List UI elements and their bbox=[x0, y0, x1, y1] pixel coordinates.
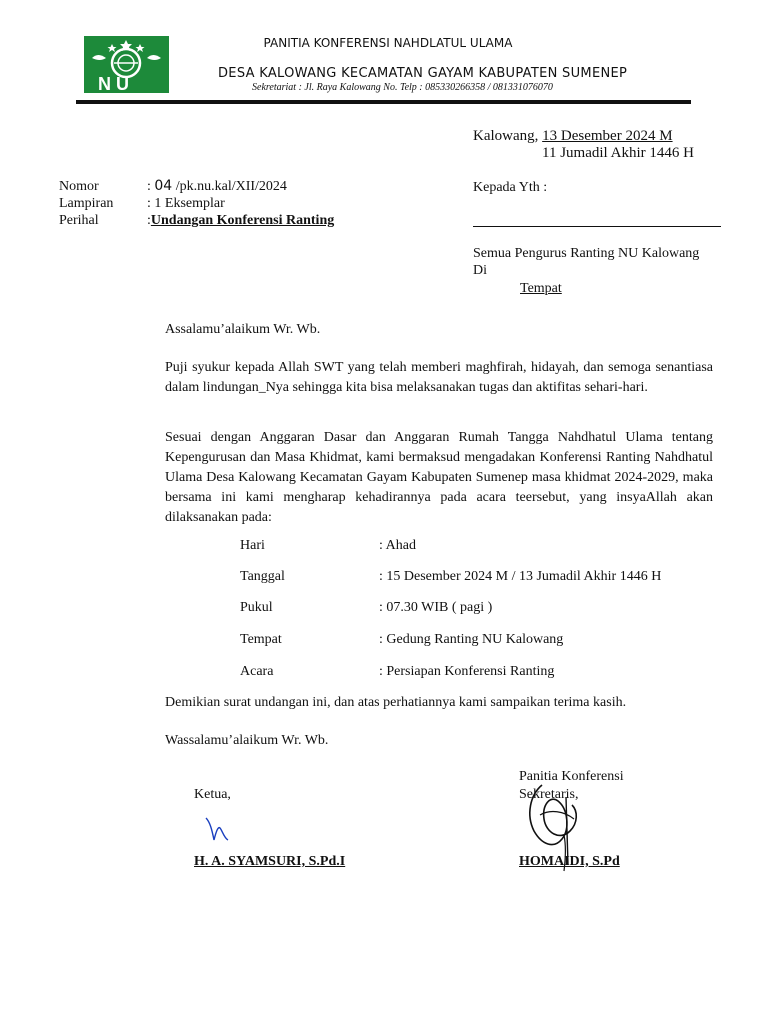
letter-date: Kalowang, 13 Desember 2024 M bbox=[473, 128, 673, 144]
nomor-value: : 04 /pk.nu.kal/XII/2024 bbox=[147, 178, 287, 194]
salutation: Assalamu’alaikum Wr. Wb. bbox=[165, 322, 321, 337]
committee-name: PANITIA KONFERENSI NAHDLATUL ULAMA bbox=[263, 36, 513, 50]
detail-tanggal-value: : 15 Desember 2024 M / 13 Jumadil Akhir 1446 H bbox=[379, 569, 662, 584]
wassalam: Wassalamu’alaikum Wr. Wb. bbox=[165, 733, 329, 748]
perihal-value: :Undangan Konferensi Ranting bbox=[147, 213, 335, 228]
detail-hari-value: : Ahad bbox=[379, 538, 416, 553]
detail-acara-value: : Persiapan Konferensi Ranting bbox=[379, 664, 555, 679]
closing-text: Demikian surat undangan ini, dan atas perhatiannya kami sampaikan terima kasih. bbox=[165, 695, 627, 710]
sekretaris-title: Sekretaris, bbox=[519, 787, 579, 802]
organization-name: DESA KALOWANG KECAMATAN GAYAM KABUPATEN SUMENEP bbox=[218, 66, 628, 81]
svg-text:N U: N U bbox=[98, 74, 129, 93]
lampiran-value: : 1 Eksemplar bbox=[147, 196, 225, 211]
ketua-title: Ketua, bbox=[194, 787, 231, 802]
recipient-tempat: Tempat bbox=[520, 281, 562, 296]
detail-pukul-value: : 07.30 WIB ( pagi ) bbox=[379, 600, 493, 615]
recipient-line: Semua Pengurus Ranting NU Kalowang bbox=[473, 246, 700, 261]
letterhead-rule bbox=[76, 100, 691, 104]
kepada-label: Kepada Yth : bbox=[473, 180, 548, 195]
perihal-label: Perihal bbox=[59, 213, 99, 228]
hijri-date: 11 Jumadil Akhir 1446 H bbox=[542, 145, 694, 161]
paragraph-2: Sesuai dengan Anggaran Dasar dan Anggaran Rumah Tangga Nahdhatul Ulama tentang Kepengurusan dan Masa Khidmat, kami bermaksud mengadakan Konferensi Ranting Nahdhatul Ulama Desa Kalowang Kecamatan Gayam Kabupaten Sumenep masa khidmat 2024-2029, maka bersama ini kami mengharap kehadirannya pada acara teersebut, yang insyaAllah akan dilaksanakan pada: bbox=[165, 430, 713, 525]
recipient-di: Di bbox=[473, 263, 487, 278]
sekretaris-name: HOMAIDI, S.Pd bbox=[519, 854, 620, 869]
detail-tempat-label: Tempat bbox=[240, 632, 282, 647]
recipient-blank-line bbox=[473, 226, 721, 227]
ketua-name: H. A. SYAMSURI, S.Pd.I bbox=[194, 854, 346, 869]
lampiran-label: Lampiran bbox=[59, 196, 114, 211]
nomor-label: Nomor bbox=[59, 179, 99, 194]
detail-acara-label: Acara bbox=[240, 664, 274, 679]
detail-hari-label: Hari bbox=[240, 538, 265, 553]
detail-pukul-label: Pukul bbox=[240, 600, 273, 615]
panitia-title: Panitia Konferensi bbox=[519, 769, 624, 784]
detail-tempat-value: : Gedung Ranting NU Kalowang bbox=[379, 632, 564, 647]
secretariat-address: Sekretariat : Jl. Raya Kalowang No. Telp : 085330266358 / 081331076070 bbox=[252, 82, 553, 93]
ketua-signature bbox=[204, 814, 234, 844]
paragraph-1: Puji syukur kepada Allah SWT yang telah memberi maghfirah, hidayah, dan semoga senantiasa dalam lindungan_Nya sehingga kita bisa melaksanakan tugas dan aktifitas sehari-hari. bbox=[165, 360, 713, 395]
detail-tanggal-label: Tanggal bbox=[240, 569, 285, 584]
